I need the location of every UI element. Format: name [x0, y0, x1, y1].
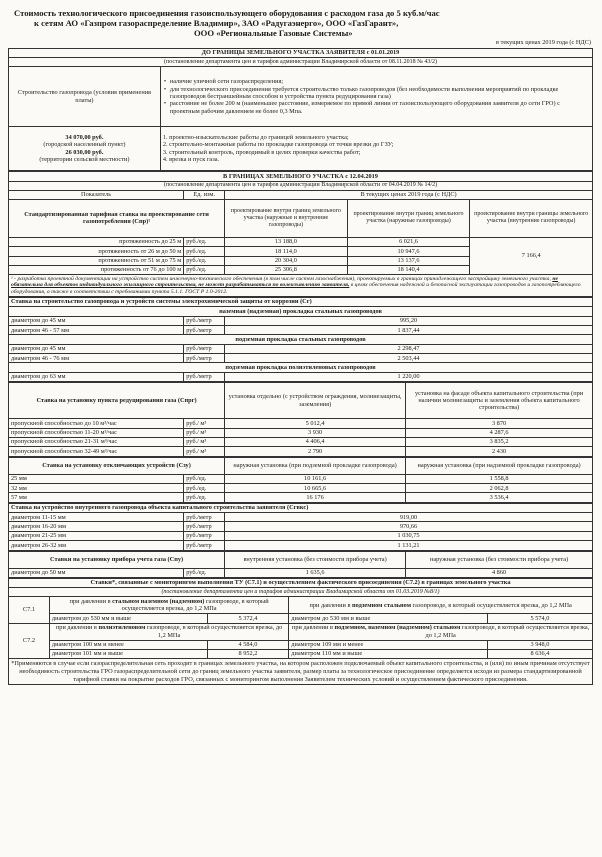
row-value: 5 012,4 [225, 419, 406, 428]
row-value: 3 948,0 [487, 640, 592, 649]
row-label: протяженность от 51 м до 75 м [9, 256, 184, 265]
cvg-title: Ставка на устройство внутреннего газопровода объекта капитального строительства заявителя (Сгвкс) [9, 503, 593, 512]
row-value: 1 030,75 [225, 531, 593, 540]
row-unit: руб./ед. [184, 474, 225, 483]
cg-title: Ставка на строительство газопровода и устройств системы электрохимической защиты от коррозии (Сг) [9, 297, 593, 306]
row-label: пропускной способностью до 10 м³/час [9, 419, 184, 428]
col-indoor: внутренняя установка (без стоимости прибора учета) [225, 551, 406, 568]
monitoring-rates [8, 578, 593, 685]
design-footnote [9, 275, 593, 297]
cpu-title: Ставки на установку прибора учета газа (Спу) [9, 551, 225, 568]
row-value: 5 574,0 [487, 614, 592, 623]
row-label: протяженность до 25 м [9, 237, 184, 246]
table-row [9, 649, 593, 658]
price-city-label: (городской населенный пункт) [43, 141, 126, 149]
meter-rates [8, 551, 593, 578]
row-label: диаметром 110 мм и выше [289, 649, 488, 658]
pipeline-rates [8, 297, 593, 382]
row-unit: руб./ед. [184, 265, 225, 274]
row-label: диаметром до 45 мм [9, 316, 184, 325]
row-value: 4 406,4 [225, 437, 406, 446]
price-rural-label: (территории сельской местности) [39, 156, 130, 164]
row-label: диаметром 21-25 мм [9, 531, 184, 540]
row-label: протяженность от 76 до 100 м [9, 265, 184, 274]
row-value: 4 287,6 [406, 428, 593, 437]
col-unit: Ед. изм. [184, 190, 225, 199]
col-aboveground: наружная установка (при надземной прокладке газопровода) [406, 457, 593, 474]
row-unit: руб./метр [184, 344, 225, 353]
row-value: 2 062,8 [406, 484, 593, 493]
table-row [9, 372, 593, 381]
row-label: диаметром 109 мм и менее [289, 640, 488, 649]
col-outdoor: наружная установка (без стоимости прибора учета) [406, 551, 593, 568]
row-unit: руб./ м³ [184, 437, 225, 446]
cg-sub-1: наземная (надземная) прокладка стальных газопроводов [9, 307, 593, 316]
table-row [9, 568, 593, 577]
row-label: диаметром до 63 мм [9, 372, 184, 381]
table-row [9, 447, 593, 456]
row-value: 13 137,6 [347, 256, 470, 265]
col-indicator: Показатель [9, 190, 184, 199]
row-value: 4 860 [406, 568, 593, 577]
row-value: 8 952,2 [207, 649, 289, 658]
table-row [9, 513, 593, 522]
row-unit: руб./ед. [184, 484, 225, 493]
row-value: 18 140,4 [347, 265, 470, 274]
table-row [9, 522, 593, 531]
row-unit: руб./метр [184, 316, 225, 325]
col-underground: наружная установка (при подземной прокладке газопровода) [225, 457, 406, 474]
reducer-rates [8, 382, 593, 456]
row-unit: руб./метр [184, 541, 225, 550]
shutoff-rates [8, 457, 593, 503]
row-value: 16 176 [225, 493, 406, 502]
row-value: 5 372,4 [207, 614, 289, 623]
table-row [9, 614, 593, 623]
price-rural: 26 030,00 руб. [65, 148, 104, 156]
section-before-boundary [8, 48, 593, 171]
table-row [9, 354, 593, 363]
row-unit: руб./ м³ [184, 419, 225, 428]
table-row [9, 326, 593, 335]
row-value: 1 558,8 [406, 474, 593, 483]
row-unit: руб./метр [184, 531, 225, 540]
conditions-label: Строительство газопровода (условия применения платы) [9, 67, 161, 127]
price-city: 34 070,00 руб. [65, 133, 104, 141]
table-row [9, 640, 593, 649]
row-value: 2 298,47 [225, 344, 593, 353]
footnote: *Применяются в случае если газораспределительная сеть проходит в границах земельного участка, на котором расположен подключаемый объект капитального строительства, и (или) по иным причинам отсутствует необходимость строительства ГРО газораспределительной сети до границ земельного участка заявителя, размер платы за технологическое присоединение определяется исходя из размера стандартизированной тарифной ставки на покрытие расходов ГРО, связанных с мониторингом выполнения Заявителем технических условий и осуществлением фактического присоединения. [9, 659, 593, 685]
row-label: пропускной способностью 32-49 м³/час [9, 447, 184, 456]
row-unit: руб./ед. [184, 568, 225, 577]
work-item: 4. врезка и пуск газа. [162, 156, 220, 164]
row-label: диаметром 101 мм и выше [49, 649, 207, 658]
table-row [9, 493, 593, 502]
row-unit: руб./ м³ [184, 447, 225, 456]
table-row [9, 316, 593, 325]
col-design-outer: проектирование внутри границ земельного участка (наружные газопроводы) [347, 199, 470, 237]
row-unit: руб./ м³ [184, 428, 225, 437]
row-value: 919,00 [225, 513, 593, 522]
row-value: 970,66 [225, 522, 593, 531]
section-a-decree: (постановление департамента цен и тарифов администрации Владимирской области от 08.11.2018 № 43/2) [9, 58, 593, 67]
table-row [9, 531, 593, 540]
inner-design-value: 7 166,4 [470, 237, 593, 274]
cprg-title: Ставка на установку пункта редуцирования газа (Спрг) [9, 383, 225, 419]
row-value: 13 188,0 [225, 237, 348, 246]
col-standalone: установка отдельно (с устройством ограждения, молниезащиты, заземления) [225, 383, 406, 419]
row-label: 57 мм [9, 493, 184, 502]
title-line-3: ООО «Региональные Газовые Системы» [194, 28, 353, 39]
row-label: диаметром 16-20 мм [9, 522, 184, 531]
section-b-title: В ГРАНИЦАХ ЗЕМЕЛЬНОГО УЧАСТКА с 12.04.2019 [9, 172, 593, 181]
row-unit: руб./метр [184, 354, 225, 363]
row-unit: руб./ед. [184, 237, 225, 246]
footnote-text: ¹ - разработка проектной документации на устройство систем инженерно-технического обеспечения (в том числе систем газоснабжения), проектируемых в границах принадлежащего застройщику земельного участка, [11, 275, 553, 282]
row-unit: руб./метр [184, 326, 225, 335]
row-unit: руб./ед. [184, 493, 225, 502]
condition-item: • расстояние не более 200 м (наименьшее расстояние, измеряемое по прямой линии от газоиспользующего оборудования заявителя до сети ГРО) с проектным рабочим давлением не более 0,3 Мпа. [163, 100, 590, 115]
cg-sub-2: подземная прокладка стальных газопроводов [9, 335, 593, 344]
row-label: диаметром до 45 мм [9, 344, 184, 353]
work-item: 1. проектно-изыскательские работы до границей земельного участка; [162, 133, 349, 141]
row-label: диаметром 46 - 57 мм [9, 326, 184, 335]
row-value: 3 835,2 [406, 437, 593, 446]
row-value: 1 837,44 [225, 326, 593, 335]
csu-title: Ставка на установку отключающих устройств (Сзу) [9, 457, 225, 474]
row-value: 20 304,0 [225, 256, 348, 265]
row-value: 10 947,6 [347, 247, 470, 256]
row-unit: руб./метр [184, 513, 225, 522]
row-label: диаметром до 530 мм и выше [289, 614, 488, 623]
work-item: 2. строительно-монтажные работы по прокладке газопровода от точки врезки до ГЗУ; [162, 141, 394, 149]
row-label: 32 мм [9, 484, 184, 493]
document-title [8, 8, 593, 38]
internal-pipeline-rates [8, 503, 593, 551]
row-label: диаметром до 50 мм [9, 568, 184, 577]
row-label: 25 мм [9, 474, 184, 483]
row-value: 1 635,6 [225, 568, 406, 577]
c7-title: Ставки*, связанные с мониторингом выполнения ТУ (С7.1) и осуществлением фактического присоединения (С7.2) в границах земельного участка [9, 578, 593, 587]
cg-sub-3: подземная прокладка полиэтиленовых газопроводов [9, 363, 593, 372]
row-value: 4 584,0 [207, 640, 289, 649]
row-value: 18 114,0 [225, 247, 348, 256]
table-row [9, 237, 593, 246]
c72-cond-2: при давлении в подземном, наземном (надземном) стальном газопроводе, в который осуществляется врезка, до 1,2 МПа [289, 623, 593, 640]
table-row [9, 419, 593, 428]
c72-cond-1: при давлении в полиэтиленовом газопроводе, в который осуществляется врезка, до 1,2 МПа [49, 623, 288, 640]
row-unit: руб./метр [184, 522, 225, 531]
row-label: пропускной способностью 21-31 м³/час [9, 437, 184, 446]
title-line-1: Стоимость технологического присоединения газоиспользующего оборудования с расходом газа до 5 куб.м/час [14, 8, 440, 18]
row-unit: руб./метр [184, 372, 225, 381]
condition-item: • для технологического присоединения требуется строительство только газопроводов (без необходимости выполнения мероприятий по прокладке газопроводов бестраншейным способом и устройства пункта редуцирования газа) [163, 86, 590, 101]
row-value: 3 930 [225, 428, 406, 437]
row-label: диаметром до 530 мм и выше [49, 614, 207, 623]
row-value: 10 665,6 [225, 484, 406, 493]
section-b-decree: (постановление департамента цен и тарифов администрации Владимирской области от 04.04.2019 № 14/2) [9, 181, 593, 190]
footnote-emphasis: не обязательна для объектов индивидуального жилищного строительства, не может разрабатываться по волеизъявлению заявителя, [11, 275, 558, 289]
work-item: 3. строительный контроль, проводимый в целях проверки качества работ; [162, 148, 361, 156]
row-value: 10 161,6 [225, 474, 406, 483]
row-value: 2 430 [406, 447, 593, 456]
row-label: диаметром 100 мм и менее [49, 640, 207, 649]
row-label: диаметром 26-32 мм [9, 541, 184, 550]
row-value: 2 790 [225, 447, 406, 456]
col-design-inner: проектирование внутри границы земельного участка (внутренние газопроводы) [470, 199, 593, 237]
section-within-boundary [8, 171, 593, 297]
table-row [9, 428, 593, 437]
footnote-text: в целях обеспечения надежной и безопасной эксплуатации газопроводов и газопотребляющего оборудования, а также в соответствии с требованиями пункта 5.1.1. ГОСТ Р 1.0-2012. [11, 282, 581, 295]
title-line-2: к сетям АО «Газпром газораспределение Владимир», ЗАО «Радугаэнерго», ООО «ГазГарант», [34, 18, 399, 29]
table-row [9, 541, 593, 550]
rate-heading: Стандартизированная тарифная ставка на проектирование сети газопотребления (Спр)¹ [9, 199, 225, 237]
row-value: 995,20 [225, 316, 593, 325]
row-unit: руб./ед. [184, 256, 225, 265]
table-row [9, 474, 593, 483]
c71-label: С7.1 [9, 597, 50, 623]
prices-note: в текущих ценах 2019 года (с НДС) [496, 39, 591, 47]
c71-cond-1: при давлении в стальном наземном (надземном) газопроводе, в который осуществляется врезка, до 1,2 МПа [49, 597, 288, 614]
condition-item: • наличие уличной сети газораспределения; [163, 78, 590, 85]
price-cell [9, 127, 161, 171]
col-facade: установка на фасаде объекта капитального строительства (при наличии молниезащиты и заземления объекта капитального строительства) [406, 383, 593, 419]
col-design-all: проектирование внутри границ земельного участка (наружные и внутренние газопроводы) [225, 199, 348, 237]
c7-decree: (постановление департамента цен и тарифов администрации Владимирской области от 01.03.2019 №8/1) [9, 588, 593, 597]
row-value: 3 536,4 [406, 493, 593, 502]
row-label: протяженность от 26 м до 50 м [9, 247, 184, 256]
row-value: 1 131,21 [225, 541, 593, 550]
row-label: диаметром 11-15 мм [9, 513, 184, 522]
row-unit: руб./ед. [184, 247, 225, 256]
row-value: 1 220,00 [225, 372, 593, 381]
section-a-title: ДО ГРАНИЦЫ ЗЕМЕЛЬНОГО УЧАСТКА ЗАЯВИТЕЛЯ с 01.01.2019 [9, 48, 593, 57]
works-list [160, 127, 592, 171]
table-row [9, 484, 593, 493]
row-value: 25 306,8 [225, 265, 348, 274]
c72-label: С7.2 [9, 623, 50, 659]
row-value: 8 636,4 [487, 649, 592, 658]
col-prices: В текущих ценах 2019 года (с НДС) [225, 190, 593, 199]
row-value: 6 021,6 [347, 237, 470, 246]
row-label: пропускной способностью 11-20 м³/час [9, 428, 184, 437]
c71-cond-2: при давлении в подземном стальном газопроводе, в который осуществляется врезка, до 1,2 МПа [289, 597, 593, 614]
row-value: 3 870 [406, 419, 593, 428]
table-row [9, 437, 593, 446]
tariff-document [8, 8, 593, 685]
row-value: 2 503,44 [225, 354, 593, 363]
table-row [9, 344, 593, 353]
row-label: диаметром 46 - 76 мм [9, 354, 184, 363]
conditions-list [160, 67, 592, 127]
